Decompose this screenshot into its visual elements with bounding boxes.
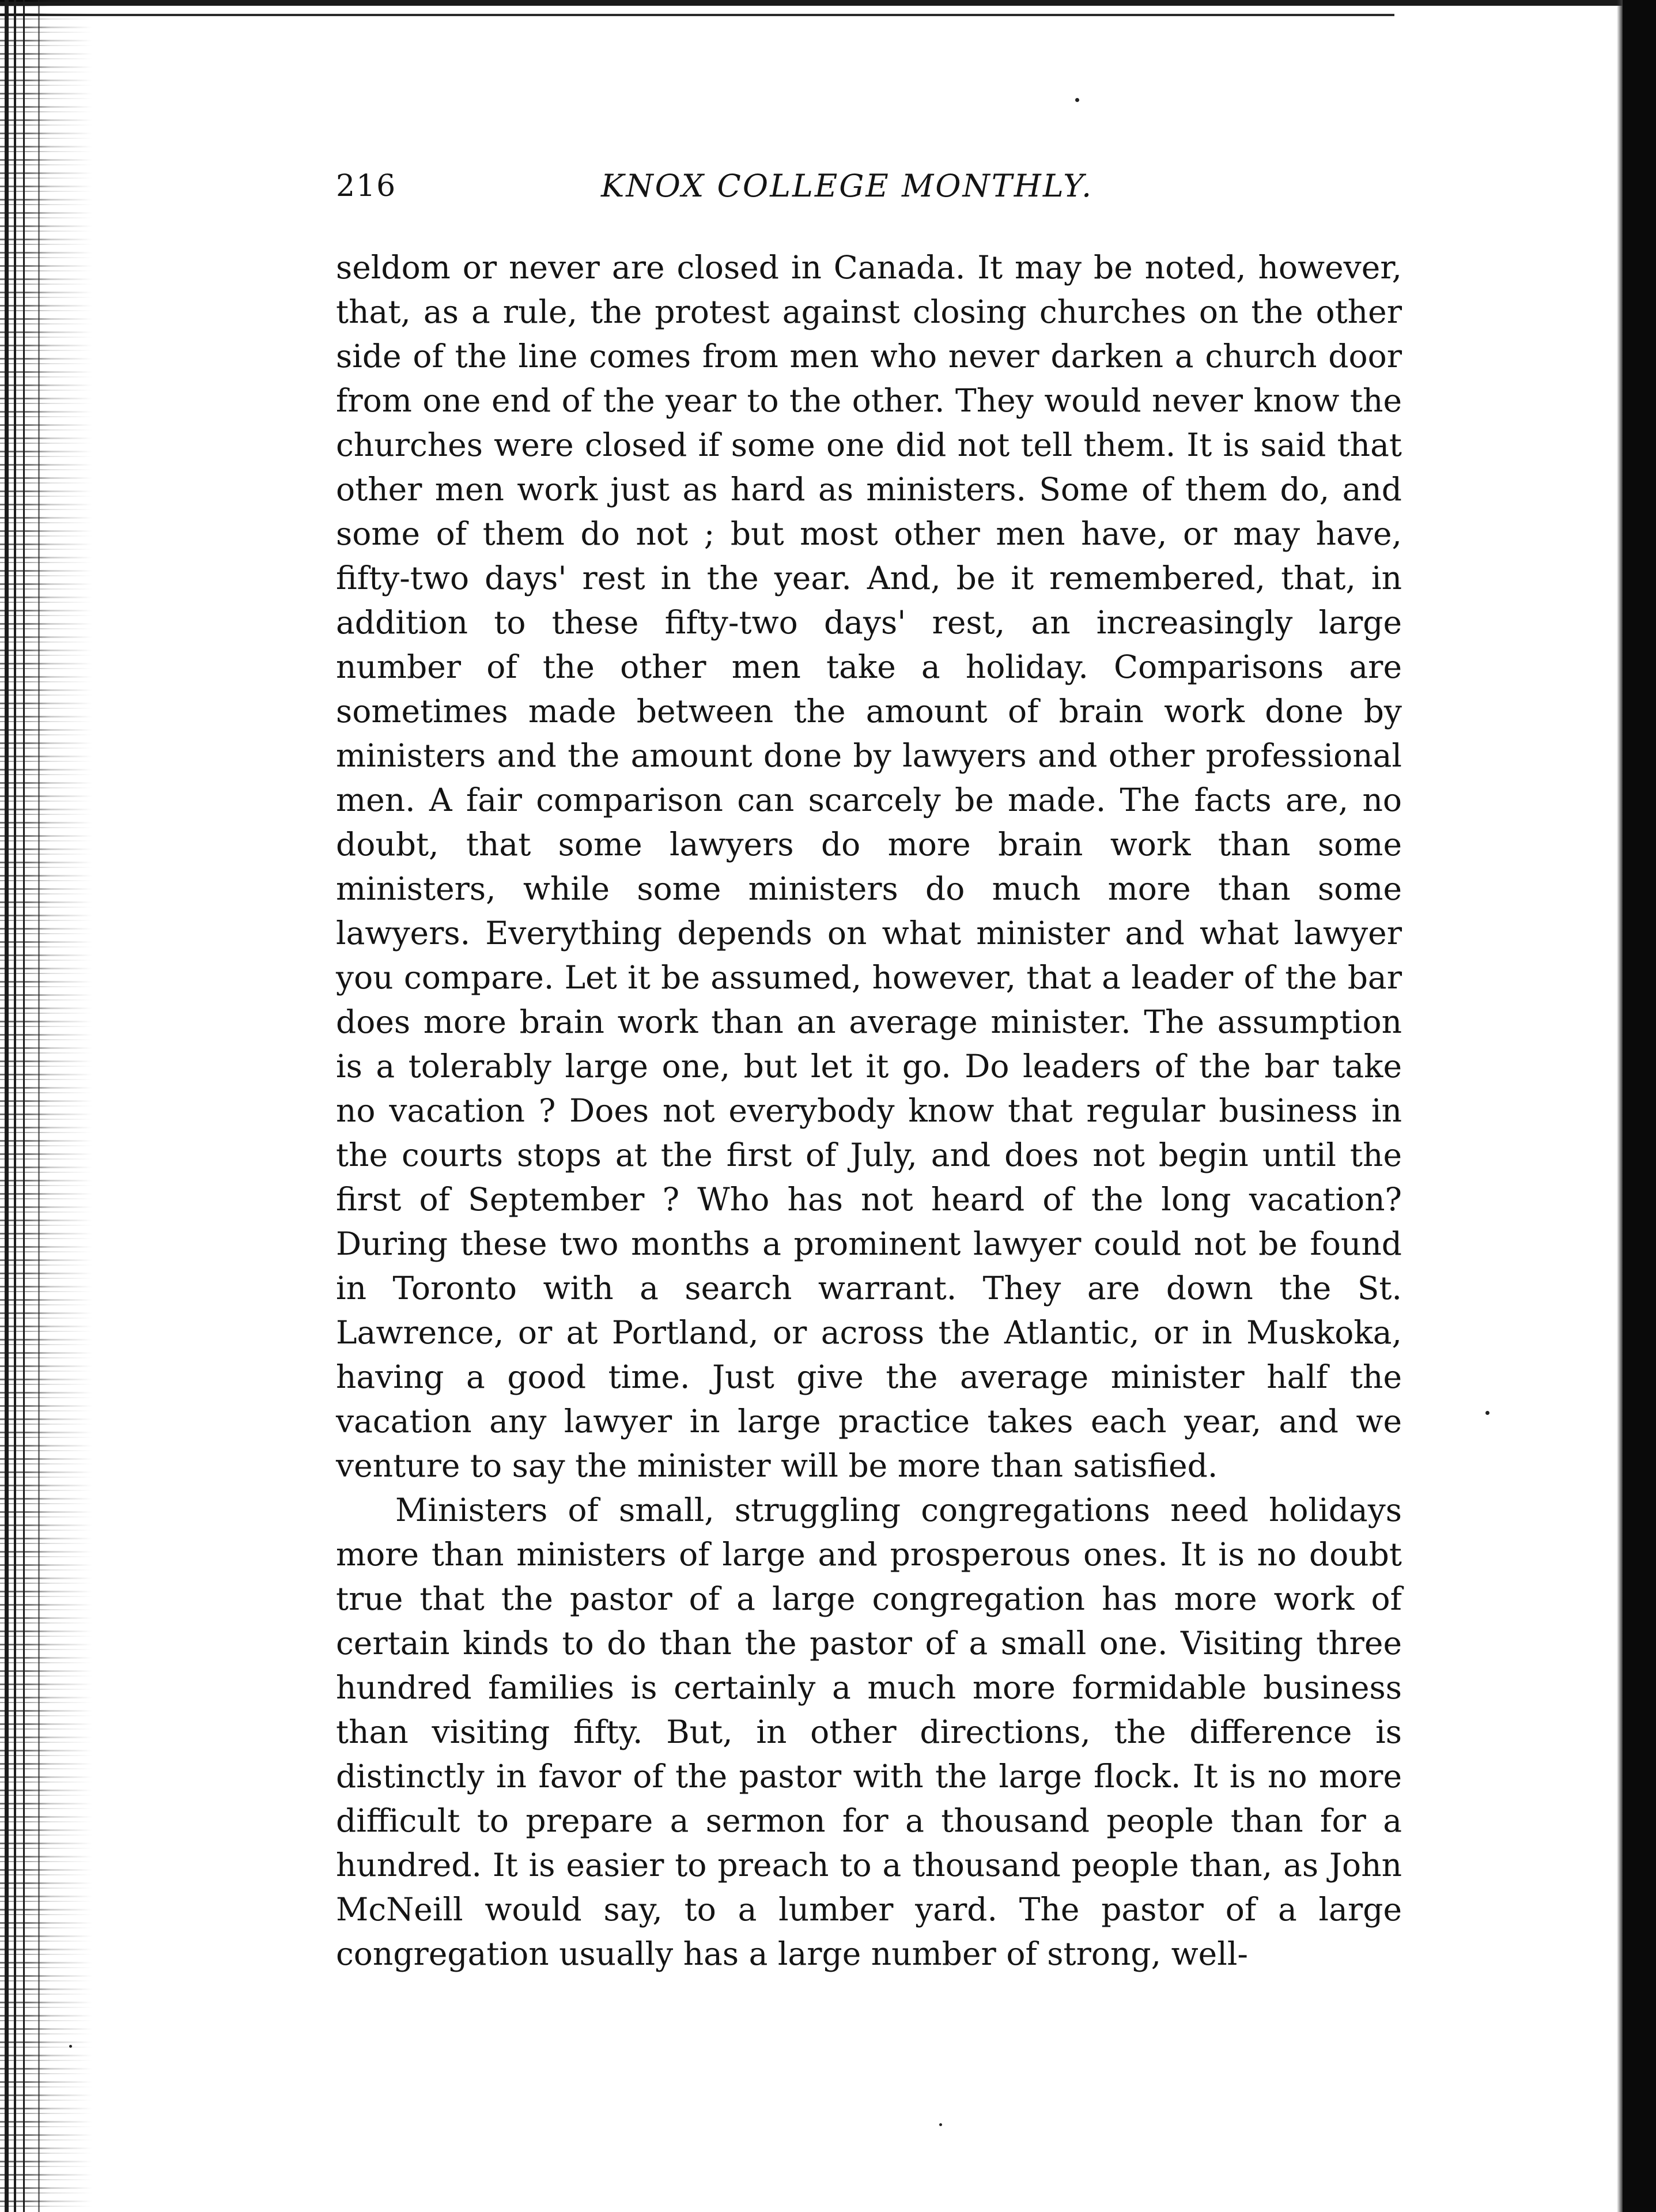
ink-speck (939, 2123, 942, 2126)
ink-speck (1485, 1411, 1489, 1415)
paragraph: seldom or never are closed in Canada. It may be noted, however, that, as a rule, the protest against closing churches on the other side of the line comes from men who never darken a church door from one end of the year to the other. They would never know the churches were closed if some one did not tell them. It is said that other men work just as hard as ministers. Some of them do, and some of them do not ; but most other men have, or may have, fifty-two days' rest in the year. And, be it remembered, that, in addition to these fifty-two days' rest, an increasingly large number of the other men take a holiday. Comparisons are sometimes made between the amount of brain work done by ministers and the amount done by lawyers and other professional men. A fair comparison can scarcely be made. The facts are, no doubt, that some lawyers do more brain work than some ministers, while some ministers do much more than some lawyers. Everything depends on what minister and what lawyer you compare. Let it be assumed, however, that a leader of the bar does more brain work than an average minister. The assumption is a tolerably large one, but let it go. Do leaders of the bar take no vacation ? Does not everybody know that regular business in the courts stops at the first of July, and does not begin until the first of September ? Who has not heard of the long vacation? During these two months a prominent lawyer could not be found in Toronto with a search warrant. They are down the St. Lawrence, or at Portland, or across the Atlantic, or in Muskoka, having a good time. Just give the average minister half the vacation any lawyer in large practice takes each year, and we venture to say the minister will be more than satisfied. (336, 249, 1402, 1484)
top-border (0, 0, 1656, 10)
binding-line (5, 0, 9, 2212)
running-head: KNOX COLLEGE MONTHLY. (601, 168, 1094, 204)
ink-speck (1075, 98, 1079, 102)
page-edge-shadow (1623, 0, 1656, 2212)
binding-line (38, 0, 40, 2212)
binding-line (23, 0, 25, 2212)
body-text (336, 246, 1402, 1976)
binding-line (14, 0, 16, 2212)
page-header (336, 166, 1399, 206)
page-edge-fade (1617, 0, 1623, 2212)
paragraph: Ministers of small, struggling congregations need holidays more than ministers of large and prosperous ones. It is no doubt true that the pastor of a large congregation has more work of certain kinds to do than the pastor of a small one. Visiting three hundred families is certainly a much more formidable business than visiting fifty. But, in other directions, the difference is distinctly in favor of the pastor with the large flock. It is no more difficult to prepare a sermon for a thousand people than for a hundred. It is easier to preach to a thousand people than, as John McNeill would say, to a lumber yard. The pastor of a large congregation usually has a large number of strong, well- (336, 1492, 1402, 1972)
page-number: 216 (336, 169, 397, 203)
top-rule (0, 14, 1394, 16)
ink-speck (69, 2045, 72, 2048)
